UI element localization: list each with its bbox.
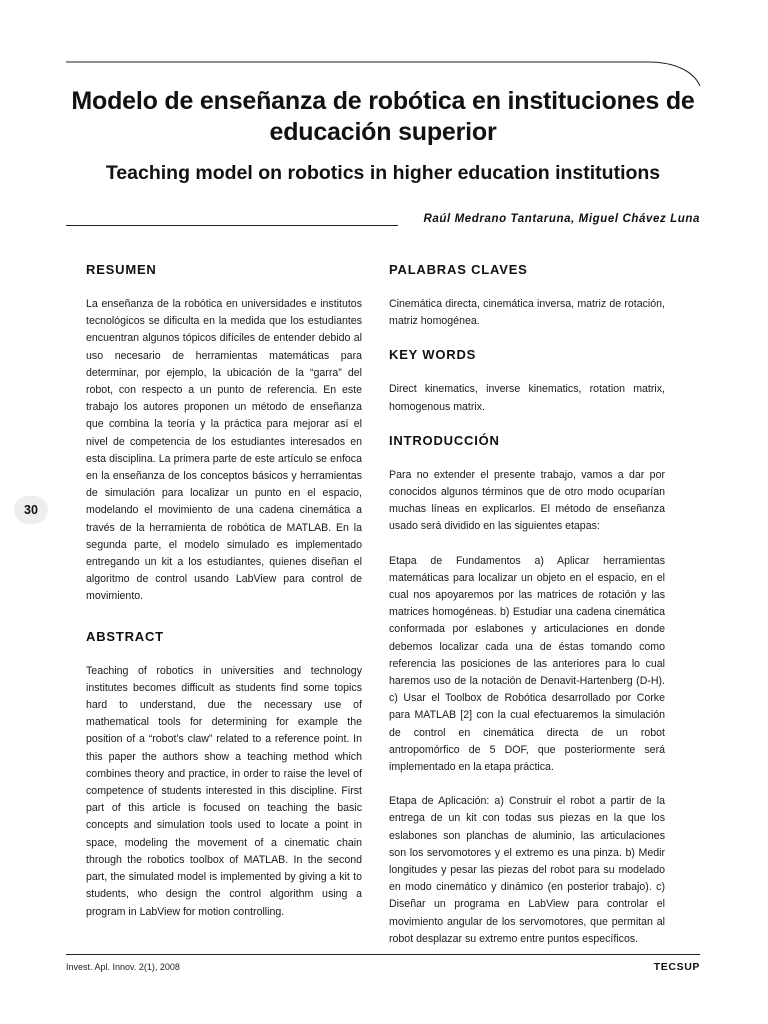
resumen-heading: RESUMEN	[86, 262, 157, 277]
footer-citation: Invest. Apl. Innov. 2(1), 2008	[66, 962, 180, 972]
abstract-text: Teaching of robotics in universities and technology institutes becomes difficult as students find some topics hard to understand, due the necessary use of mathematical tools for determining for example the position of a “robot’s claw” related to a reference point. In this paper the authors show a teaching method which combines theory and practice, in order to raise the level of competence of students interested in this discipline. First part of this article is focused on teaching the basic concepts and simulation tools used to locate a point in space, modeling the movement of a cinematic chain through the robotics toolbox of MATLAB. In the second part, the simulated model is implemented by giving a kit to students, who design the control algorithm using a program in LabView for motion controlling.	[86, 664, 362, 918]
footer-divider	[66, 954, 700, 955]
left-column	[86, 262, 362, 921]
key-words-text: Direct kinematics, inverse kinematics, rotation matrix, homogenous matrix.	[389, 383, 665, 413]
introduccion-paragraph-3: Etapa de Aplicación: a) Construir el robot a partir de la entrega de un kit con todas sus piezas en la que los eslabones son planchas de aluminio, las articulaciones son los servomotores y el extremo es una pinza. b) Medir longitudes y pesar las piezas del robot para su modelado en modo cinemático y dinámico (en posterior trabajo). c) Diseñar un programa en LabView para controlar el movimiento angular de los servomotores, que permitan al robot desplazar su extremo entre puntos específicos.	[389, 795, 665, 945]
author-line: Raúl Medrano Tantaruna, Miguel Chávez Luna	[423, 213, 700, 225]
palabras-claves-text: Cinemática directa, cinemática inversa, matriz de rotación, matriz homogénea.	[389, 298, 665, 328]
abstract-heading: ABSTRACT	[86, 628, 164, 644]
palabras-claves-heading: PALABRAS CLAVES	[389, 262, 528, 277]
resumen-text: La enseñanza de la robótica en universidades e institutos tecnológicos se dificulta en la medida que los estudiantes encuentran algunos tópicos difíciles de entender debido al uso necesario de herramientas matemáticas para determinar, por ejemplo, la ubicación de la “garra” del robot, con respecto a un punto de referencia. En este trabajo los autores proponen un método de enseñanza que combina la teoría y la práctica para mejorar así el nivel de competencia de los estudiantes interesados en esta disciplina. La primera parte de este artículo se enfoca en la enseñanza de los conceptos básicos y herramientas de simulación para localizar un punto en el espacio, modelando el movimiento de una cadena cinemática a través de la herramienta de robótica de MATLAB. En la segunda parte, el modelo simulado es implementado entregando un kit a los estudiantes, quienes diseñan el algoritmo de control usando LabView para control de movimiento.	[86, 298, 362, 603]
introduccion-paragraph-1: Para no extender el presente trabajo, vamos a dar por conocidos algunos términos que de otro modo ocuparían muchas líneas en explicarlos. El método de enseñanza usado será dividido en las siguientes etapas:	[389, 468, 665, 533]
right-column	[389, 262, 665, 948]
key-words-heading: KEY WORDS	[389, 347, 477, 363]
footer-brand-logo: TECSUP	[653, 961, 700, 973]
introduccion-paragraph-2: Etapa de Fundamentos a) Aplicar herramientas matemáticas para localizar un objeto en el espacio, en el cual nos apoyaremos por las matrices de rotación y las matrices homogéneas. b) Estudiar una cadena cinemática conformada por eslabones y articulaciones en donde debemos localizar cada una de éstas tomando como referencia las posiciones de las anteriores para lo cual haremos uso de la notación de Denavit-Hartenberg (D-H). c) Usar el Toolbox de Robótica desarrollado por Corke para MATLAB [2] con la cual efectuaremos la simulación de control en cinemática directa de un robot antropomórfico de 5 DOF, que posteriormente será implementado en la etapa práctica.	[389, 554, 665, 774]
introduccion-heading: INTRODUCCIÓN	[389, 432, 500, 448]
paper-subtitle: Teaching model on robotics in higher education institutions	[105, 162, 661, 184]
paper-title: Modelo de enseñanza de robótica en instituciones de educación superior	[71, 87, 695, 146]
page-number-badge: 30	[14, 496, 48, 524]
author-divider	[66, 225, 398, 226]
